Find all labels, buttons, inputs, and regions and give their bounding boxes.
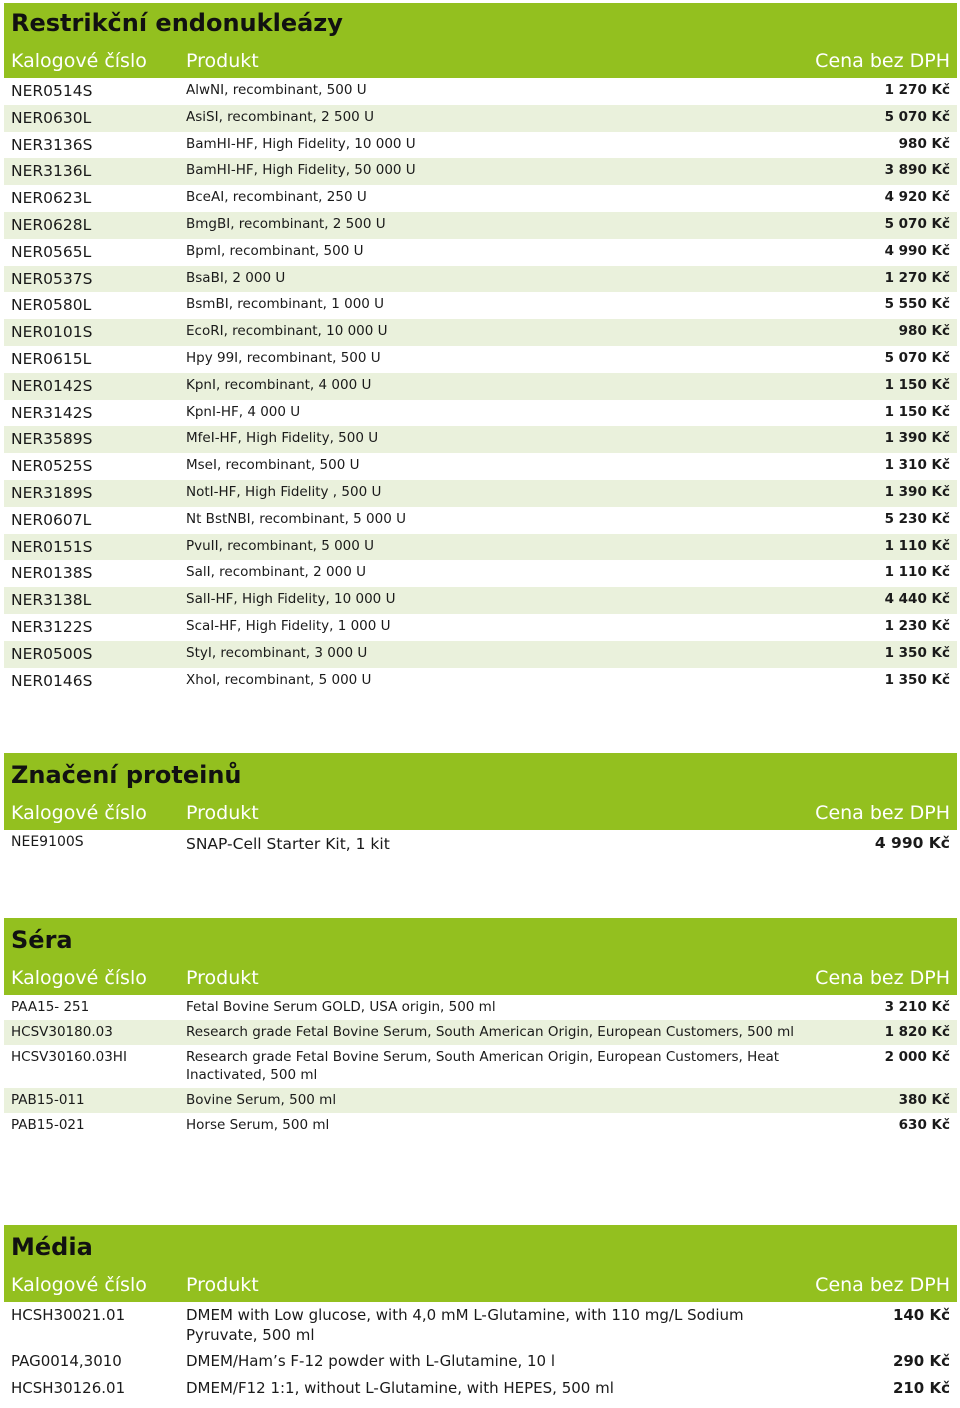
price: 4 440 Kč <box>884 591 950 608</box>
product-name-line: DMEM/Ham’s F-12 powder with L-Glutamine, 10 l <box>186 1352 556 1370</box>
product-name <box>186 645 367 663</box>
section-title: Restrikční endonukleázy <box>11 9 343 37</box>
product-name-line: Research grade Fetal Bovine Serum, South American Origin, European Customers, 500 ml <box>186 1024 795 1040</box>
product-name <box>186 591 395 609</box>
catalog-number: NER0630L <box>11 108 92 127</box>
section-header <box>4 753 957 830</box>
catalog-number: NER3142S <box>11 403 93 422</box>
catalog-number: HCSH30021.01 <box>11 1306 126 1324</box>
product-name <box>186 162 416 180</box>
product-name <box>186 511 406 529</box>
table-row <box>4 830 957 858</box>
price: 3 890 Kč <box>884 162 950 179</box>
price: 210 Kč <box>892 1378 950 1397</box>
section-header <box>4 918 957 995</box>
product-name-line: BceAI, recombinant, 250 U <box>186 189 367 206</box>
product-name <box>186 270 285 288</box>
column-header-code: Kalogové číslo <box>11 967 147 989</box>
price: 1 350 Kč <box>884 671 950 688</box>
product-name-line: AlwNI, recombinant, 500 U <box>186 82 367 98</box>
product-name-line: Fetal Bovine Serum GOLD, USA origin, 500 ml <box>186 999 496 1015</box>
price: 1 150 Kč <box>884 376 950 393</box>
product-name <box>186 538 374 556</box>
price: 2 000 Kč <box>884 1049 950 1065</box>
table-row <box>4 292 957 319</box>
section-restriction-enzymes <box>4 3 957 694</box>
price: 980 Kč <box>898 135 950 152</box>
product-name <box>186 136 416 154</box>
product-name <box>186 82 367 100</box>
table-row <box>4 266 957 293</box>
catalog-number: NER3136S <box>11 135 93 154</box>
product-name-line: MseI, recombinant, 500 U <box>186 457 360 474</box>
column-header-row <box>4 961 957 995</box>
catalog-number: PAB15-021 <box>11 1117 85 1133</box>
table-row <box>4 641 957 668</box>
price: 380 Kč <box>898 1092 950 1108</box>
column-header-price: Cena bez DPH <box>815 1274 950 1296</box>
catalog-number: NER0151S <box>11 537 93 556</box>
table-row <box>4 480 957 507</box>
price: 4 990 Kč <box>884 242 950 259</box>
catalog-number: NER3589S <box>11 430 93 449</box>
product-name-line: Hpy 99I, recombinant, 500 U <box>186 349 381 366</box>
product-name-line: NotI-HF, High Fidelity , 500 U <box>186 483 382 500</box>
product-name <box>186 1049 779 1084</box>
column-header-product: Produkt <box>186 967 259 989</box>
price: 630 Kč <box>898 1117 950 1133</box>
table-row <box>4 1020 957 1045</box>
price: 1 820 Kč <box>884 1024 950 1040</box>
table-row <box>4 1302 957 1348</box>
price: 1 270 Kč <box>884 82 950 98</box>
table-row <box>4 158 957 185</box>
table-row <box>4 346 957 373</box>
table-row <box>4 1375 957 1402</box>
product-name-line: MfeI-HF, High Fidelity, 500 U <box>186 430 379 447</box>
section-protein-labeling <box>4 753 957 858</box>
product-name-line: BamHI-HF, High Fidelity, 50 000 U <box>186 162 416 179</box>
catalog-number: NER0514S <box>11 82 93 100</box>
product-table <box>4 830 957 858</box>
product-name-line: BsaBI, 2 000 U <box>186 269 286 286</box>
table-row <box>4 668 957 695</box>
table-row <box>4 1088 957 1113</box>
catalog-number: NER0623L <box>11 189 92 208</box>
price: 1 110 Kč <box>884 564 950 581</box>
product-name-line: Nt BstNBI, recombinant, 5 000 U <box>186 510 406 527</box>
product-name <box>186 296 384 314</box>
column-header-price: Cena bez DPH <box>815 967 950 989</box>
catalog-number: HCSV30180.03 <box>11 1024 113 1040</box>
product-name <box>186 243 363 261</box>
price: 5 230 Kč <box>884 510 950 527</box>
table-row <box>4 534 957 561</box>
product-name-line: Pyruvate, 500 ml <box>186 1325 315 1344</box>
product-name <box>186 618 391 636</box>
section-header <box>4 1225 957 1302</box>
catalog-number: NER3138L <box>11 591 92 610</box>
product-name-line: Research grade Fetal Bovine Serum, South American Origin, European Customers, Heat <box>186 1049 780 1065</box>
column-header-code: Kalogové číslo <box>11 802 147 824</box>
product-name <box>186 484 381 502</box>
column-header-product: Produkt <box>186 50 259 72</box>
catalog-number: NER0142S <box>11 376 93 395</box>
table-row <box>4 319 957 346</box>
table-row <box>4 995 957 1020</box>
column-header-row <box>4 44 957 78</box>
price: 3 210 Kč <box>884 999 950 1015</box>
product-name <box>186 672 371 690</box>
table-row <box>4 453 957 480</box>
column-header-row <box>4 796 957 830</box>
product-name-line: EcoRI, recombinant, 10 000 U <box>186 323 388 340</box>
product-name-line: BsmBI, recombinant, 1 000 U <box>186 296 385 313</box>
product-name <box>186 350 381 368</box>
section-header <box>4 3 957 78</box>
price: 4 920 Kč <box>884 189 950 206</box>
product-name-line: Inactivated, 500 ml <box>186 1066 318 1083</box>
column-header-product: Produkt <box>186 1274 259 1296</box>
catalog-number: PAG0014,3010 <box>11 1352 122 1370</box>
price: 1 390 Kč <box>884 483 950 500</box>
price: 5 070 Kč <box>884 108 950 125</box>
price: 5 070 Kč <box>884 215 950 232</box>
table-row <box>4 587 957 614</box>
product-name-line: KpnI-HF, 4 000 U <box>186 403 301 420</box>
price: 5 070 Kč <box>884 349 950 366</box>
product-name <box>186 404 300 422</box>
catalog-number: NER3122S <box>11 617 93 636</box>
table-row <box>4 105 957 132</box>
table-row <box>4 78 957 105</box>
table-row <box>4 400 957 427</box>
product-name-line: BamHI-HF, High Fidelity, 10 000 U <box>186 135 416 152</box>
section-title: Média <box>11 1233 93 1261</box>
product-name <box>186 834 390 854</box>
price: 5 550 Kč <box>884 296 950 313</box>
product-table <box>4 78 957 694</box>
price: 4 990 Kč <box>874 834 950 852</box>
product-name <box>186 323 388 341</box>
product-name-line: DMEM with Low glucose, with 4,0 mM L-Glutamine, with 110 mg/L Sodium <box>186 1306 744 1324</box>
product-name <box>186 216 386 234</box>
catalog-number: NER0138S <box>11 564 93 583</box>
catalog-number: HCSV30160.03HI <box>11 1049 127 1065</box>
section-media <box>4 1225 957 1401</box>
catalog-number: NER0525S <box>11 457 93 476</box>
catalog-number: PAA15- 251 <box>11 999 90 1015</box>
column-header-row <box>4 1268 957 1302</box>
price: 980 Kč <box>898 323 950 340</box>
product-name <box>186 1024 794 1042</box>
section-title: Značení proteinů <box>11 761 242 789</box>
section-sera <box>4 918 957 1138</box>
table-row <box>4 373 957 400</box>
column-header-price: Cena bez DPH <box>815 802 950 824</box>
table-row <box>4 507 957 534</box>
product-name-line: AsiSI, recombinant, 2 500 U <box>186 108 374 125</box>
table-row <box>4 560 957 587</box>
table-row <box>4 426 957 453</box>
product-name-line: Horse Serum, 500 ml <box>186 1117 330 1133</box>
product-name-line: ScaI-HF, High Fidelity, 1 000 U <box>186 617 391 634</box>
product-name <box>186 1306 744 1345</box>
product-name <box>186 1117 329 1135</box>
catalog-number: NER0101S <box>11 323 93 342</box>
column-header-code: Kalogové číslo <box>11 50 147 72</box>
catalog-number: PAB15-011 <box>11 1092 85 1108</box>
catalog-number: NER0628L <box>11 215 92 234</box>
price: 1 270 Kč <box>884 269 950 286</box>
product-name <box>186 1379 614 1399</box>
price: 1 350 Kč <box>884 644 950 661</box>
product-name <box>186 564 366 582</box>
catalog-number: NER0146S <box>11 671 93 690</box>
column-header-code: Kalogové číslo <box>11 1274 147 1296</box>
catalog-number: NER3136L <box>11 162 92 181</box>
product-table <box>4 995 957 1138</box>
product-name-line: BmgBI, recombinant, 2 500 U <box>186 215 386 232</box>
product-name <box>186 1092 336 1110</box>
product-name <box>186 457 359 475</box>
product-name-line: SalI-HF, High Fidelity, 10 000 U <box>186 591 396 608</box>
table-row <box>4 239 957 266</box>
product-name-line: Bovine Serum, 500 ml <box>186 1092 337 1108</box>
product-name-line: KpnI, recombinant, 4 000 U <box>186 376 372 393</box>
product-name-line: XhoI, recombinant, 5 000 U <box>186 671 372 688</box>
catalog-number: NER0537S <box>11 269 93 288</box>
section-title: Séra <box>11 926 73 954</box>
product-name-line: SNAP-Cell Starter Kit, 1 kit <box>186 835 390 853</box>
price: 1 310 Kč <box>884 457 950 474</box>
product-name-line: BpmI, recombinant, 500 U <box>186 242 364 259</box>
column-header-product: Produkt <box>186 802 259 824</box>
table-row <box>4 614 957 641</box>
product-name <box>186 999 496 1017</box>
product-name-line: PvuII, recombinant, 5 000 U <box>186 537 375 554</box>
price: 1 230 Kč <box>884 617 950 634</box>
table-row <box>4 1348 957 1375</box>
catalog-number: NER0615L <box>11 349 92 368</box>
price: 1 390 Kč <box>884 430 950 447</box>
catalog-number: NER0580L <box>11 296 92 315</box>
price: 290 Kč <box>892 1352 950 1370</box>
price: 140 Kč <box>892 1306 950 1324</box>
product-name <box>186 430 378 448</box>
catalog-number: NER0565L <box>11 242 92 261</box>
price: 1 110 Kč <box>884 537 950 554</box>
column-header-price: Cena bez DPH <box>815 50 950 72</box>
product-name-line: StyI, recombinant, 3 000 U <box>186 644 368 661</box>
price: 1 150 Kč <box>884 403 950 420</box>
product-name <box>186 109 374 127</box>
product-name-line: SalI, recombinant, 2 000 U <box>186 564 366 581</box>
catalog-number: HCSH30126.01 <box>11 1378 126 1397</box>
table-row <box>4 132 957 159</box>
product-name <box>186 1352 555 1372</box>
table-row <box>4 185 957 212</box>
catalog-number: NEE9100S <box>11 834 84 850</box>
product-name <box>186 377 371 395</box>
table-row <box>4 212 957 239</box>
product-name-line: DMEM/F12 1:1, without L-Glutamine, with HEPES, 500 ml <box>186 1378 614 1397</box>
table-row <box>4 1045 957 1088</box>
product-table <box>4 1302 957 1401</box>
table-row <box>4 1113 957 1138</box>
catalog-number: NER3189S <box>11 483 93 502</box>
catalog-number: NER0500S <box>11 644 93 663</box>
product-name <box>186 189 367 207</box>
catalog-number: NER0607L <box>11 510 92 529</box>
